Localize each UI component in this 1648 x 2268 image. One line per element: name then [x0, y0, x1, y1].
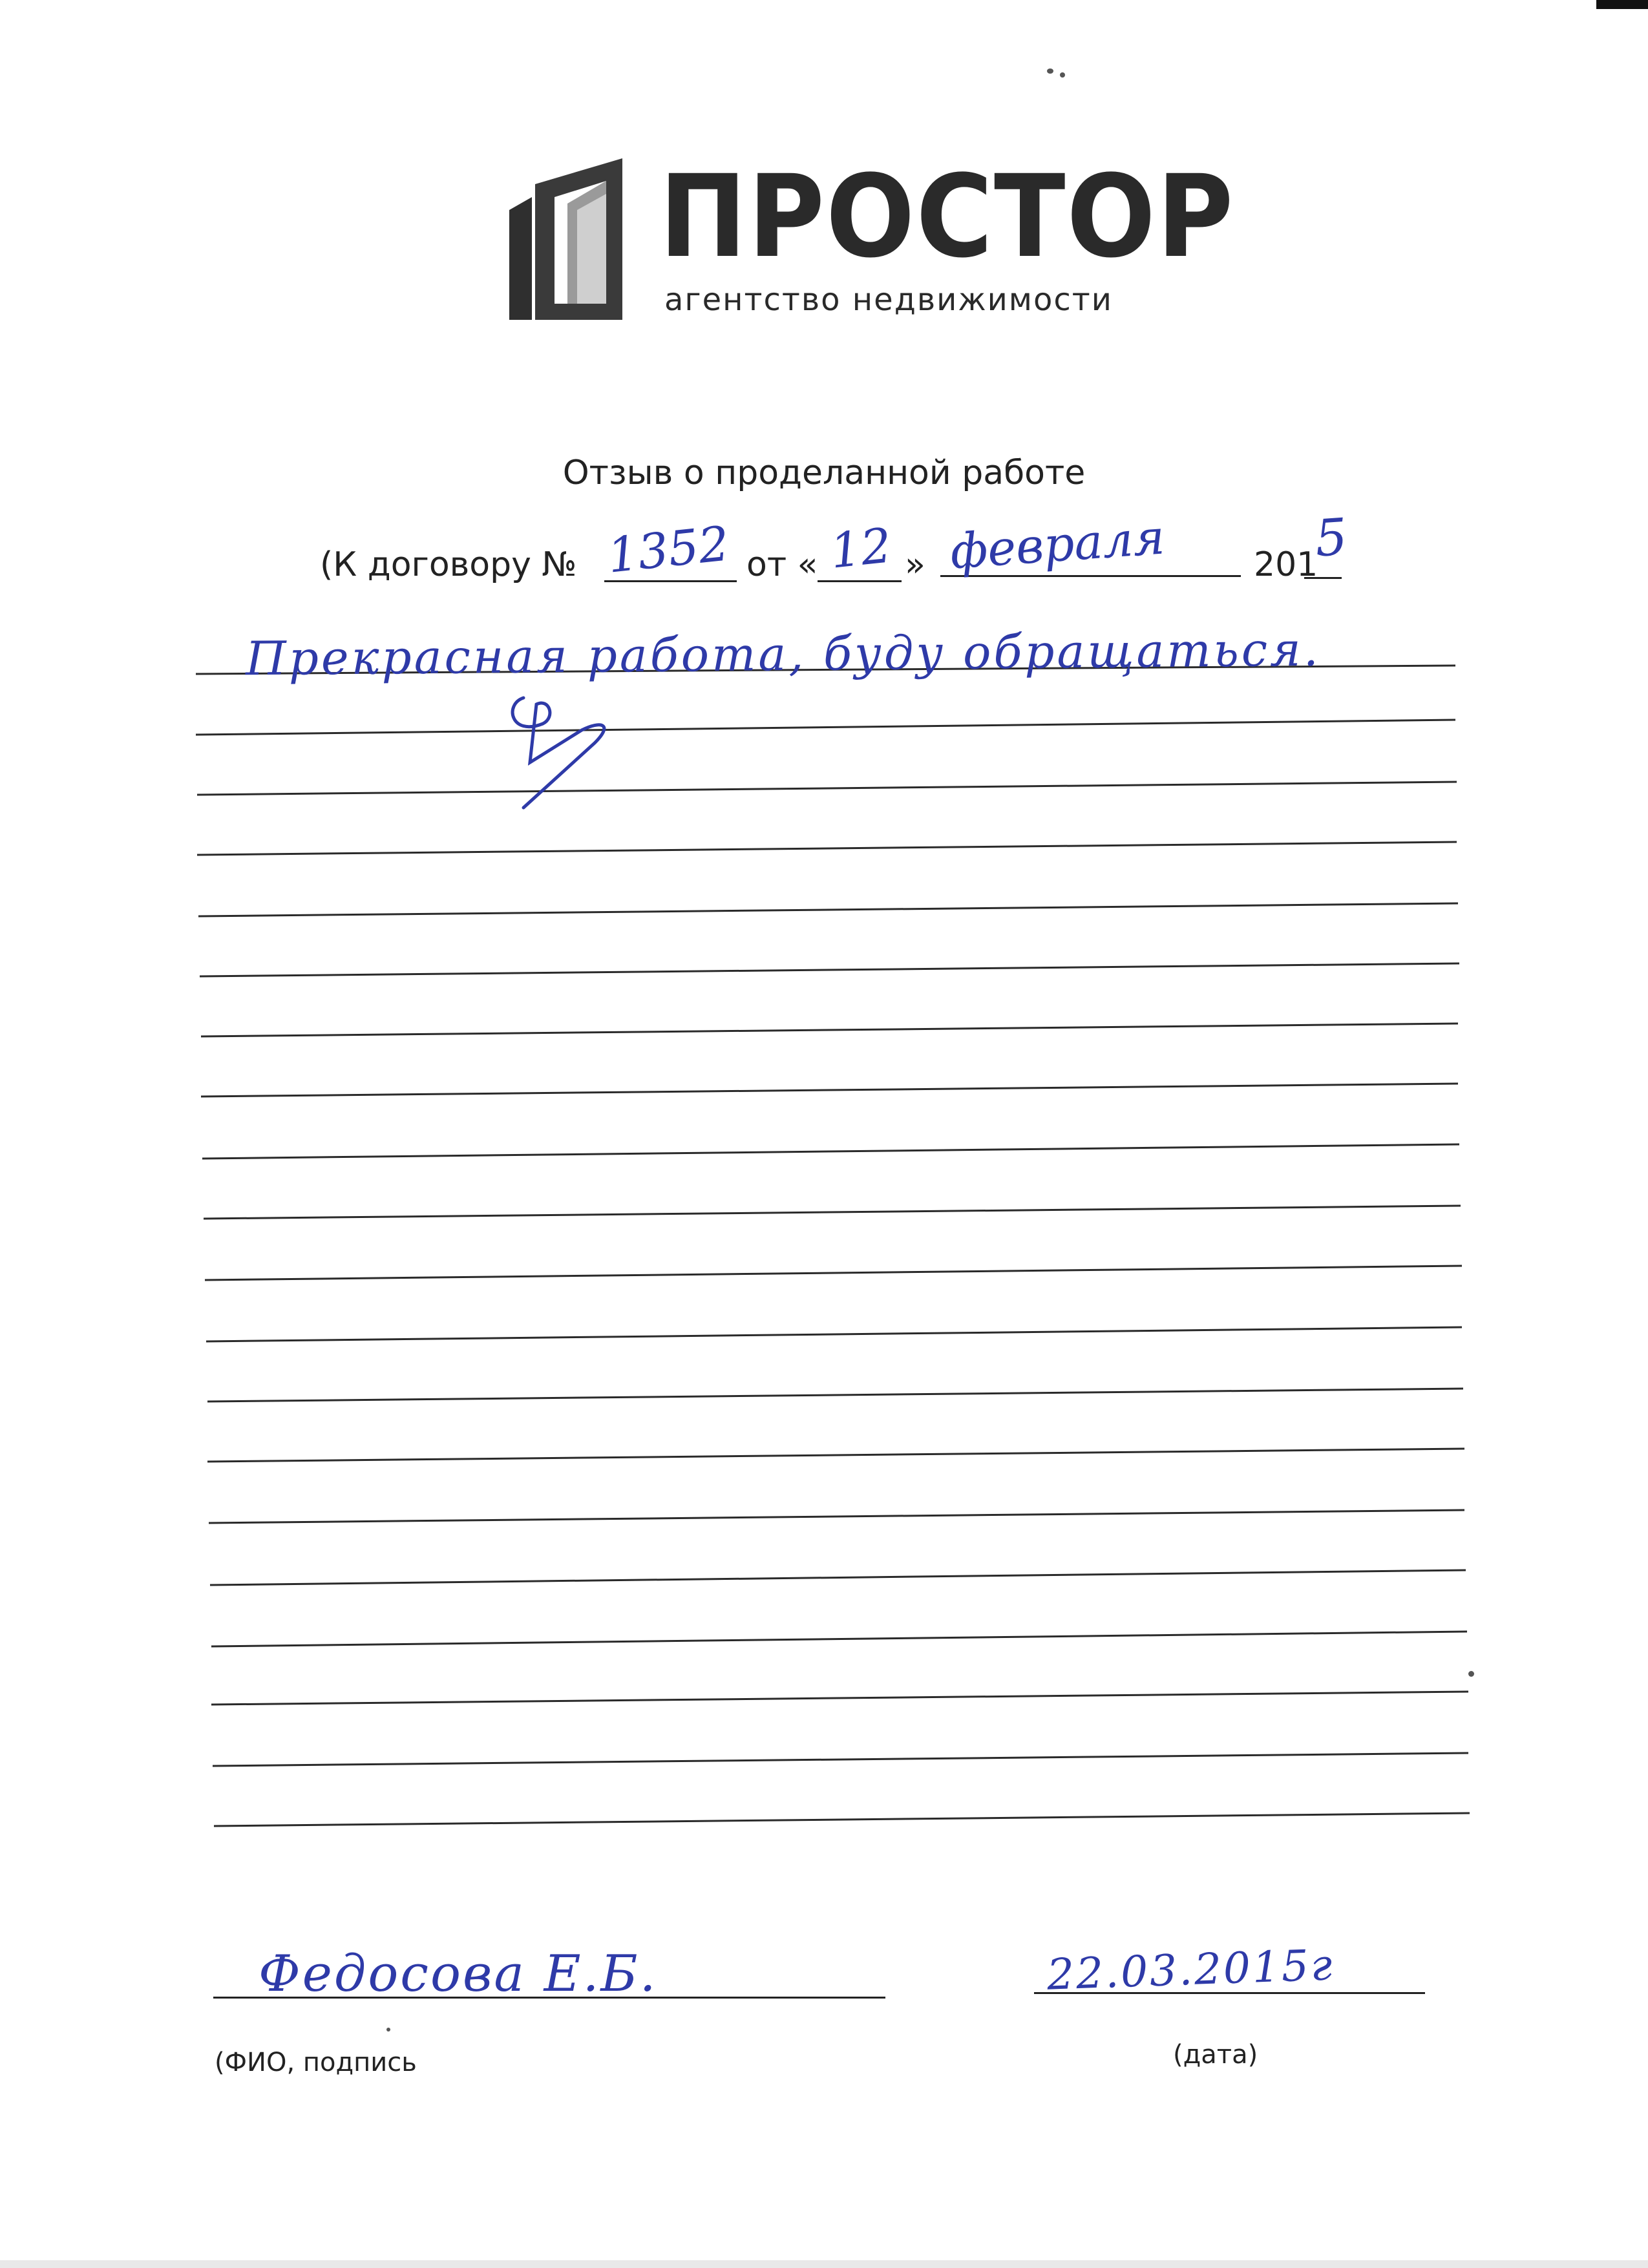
signatory-name: Федосова Е.Б.: [259, 1945, 658, 2003]
signature-mark: [504, 685, 633, 814]
scan-edge: [0, 2260, 1648, 2268]
rule-line: [214, 1813, 1470, 1826]
contract-day: 12: [827, 518, 894, 580]
rule-line: [200, 963, 1459, 976]
year-prefix: 201: [1254, 545, 1318, 584]
rule-line: [206, 1327, 1462, 1341]
rule-line: [202, 1144, 1459, 1159]
scan-speck: [1468, 1671, 1474, 1677]
rule-line: [213, 1753, 1468, 1766]
rule-line: [205, 1266, 1462, 1280]
date-caption: (дата): [1173, 2040, 1258, 2070]
scan-speck: [1060, 72, 1065, 78]
form-title: Отзыв о проделанной работе: [562, 454, 1086, 492]
scan-speck: [1047, 68, 1053, 74]
feedback-text: Прекрасная работа, буду обращаться.: [245, 622, 1322, 686]
rule-line: [198, 903, 1458, 916]
rule-line: [210, 1570, 1466, 1585]
contract-month: февраля: [948, 509, 1167, 580]
scan-speck: [386, 2028, 390, 2032]
rule-line: [201, 1024, 1458, 1036]
rule-line: [207, 1389, 1463, 1402]
contract-number: 1352: [605, 516, 732, 584]
from-label: от «: [746, 545, 818, 584]
rule-line: [197, 782, 1457, 795]
signature-date: 22.03.2015г: [1046, 1940, 1335, 2000]
logo-tagline: агентство недвижимости: [664, 282, 1113, 318]
logo-wordmark: ПРОСТОР: [659, 151, 1235, 283]
rule-line: [197, 842, 1457, 855]
scan-edge: [1596, 0, 1648, 9]
rule-line: [207, 1449, 1464, 1462]
rule-line: [196, 720, 1455, 735]
year-digit: 5: [1313, 508, 1349, 569]
contract-prefix: (К договору №: [320, 545, 577, 584]
rule-line: [204, 1206, 1461, 1219]
rule-line: [211, 1692, 1468, 1705]
name-caption: (ФИО, подпись: [215, 2048, 417, 2077]
rule-line: [201, 1084, 1458, 1097]
rule-line: [209, 1510, 1464, 1523]
rule-line: [211, 1632, 1467, 1646]
close-quote: »: [905, 545, 925, 584]
